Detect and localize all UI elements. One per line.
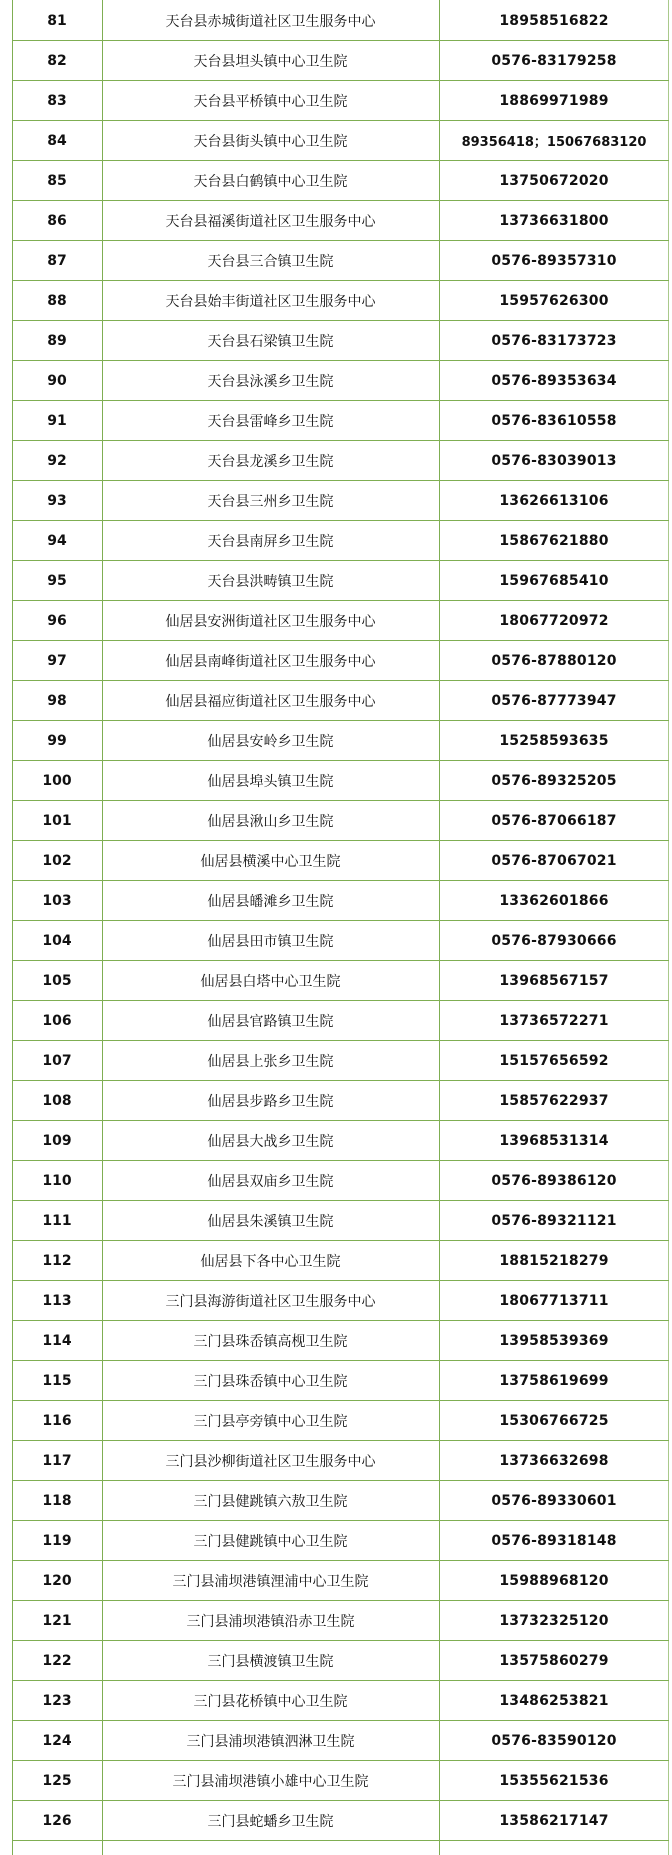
row-number: 91 [12, 401, 102, 441]
table-row [12, 481, 669, 521]
spreadsheet-table [12, 0, 669, 1855]
institution-name: 仙居县横溪中心卫生院 [102, 841, 439, 881]
phone-number: 13750672020 [439, 161, 669, 201]
table-row [12, 801, 669, 841]
table-row [12, 1001, 669, 1041]
row-number: 94 [12, 521, 102, 561]
table-row [12, 881, 669, 921]
table-row [12, 1201, 669, 1241]
phone-number: 15957626300 [439, 281, 669, 321]
table-row [12, 281, 669, 321]
table-row [12, 201, 669, 241]
phone-number: 13958539369 [439, 1321, 669, 1361]
table-row [12, 1361, 669, 1401]
institution-name: 三门县珠岙镇中心卫生院 [102, 1361, 439, 1401]
clinic-table [12, 1, 669, 1841]
table-row [12, 401, 669, 441]
table-row [12, 601, 669, 641]
row-number: 108 [12, 1081, 102, 1121]
table-row [12, 361, 669, 401]
institution-name: 三门县亭旁镇中心卫生院 [102, 1401, 439, 1441]
table-row [12, 1081, 669, 1121]
row-number: 122 [12, 1641, 102, 1681]
table-row [12, 1281, 669, 1321]
institution-name: 天台县泳溪乡卫生院 [102, 361, 439, 401]
phone-number: 15258593635 [439, 721, 669, 761]
institution-name: 天台县三州乡卫生院 [102, 481, 439, 521]
phone-number: 15867621880 [439, 521, 669, 561]
table-row [12, 1161, 669, 1201]
table-row [12, 1481, 669, 1521]
row-number: 100 [12, 761, 102, 801]
row-number: 125 [12, 1761, 102, 1801]
phone-number: 0576-87066187 [439, 801, 669, 841]
row-number: 124 [12, 1721, 102, 1761]
row-number: 105 [12, 961, 102, 1001]
phone-number: 13968531314 [439, 1121, 669, 1161]
row-number: 116 [12, 1401, 102, 1441]
phone-number: 18958516822 [439, 1, 669, 41]
institution-name: 仙居县安洲街道社区卫生服务中心 [102, 601, 439, 641]
row-number: 117 [12, 1441, 102, 1481]
phone-number: 0576-87880120 [439, 641, 669, 681]
row-number: 113 [12, 1281, 102, 1321]
institution-name: 三门县沙柳街道社区卫生服务中心 [102, 1441, 439, 1481]
phone-number: 89356418；15067683120 [439, 121, 669, 161]
table-row [12, 1041, 669, 1081]
institution-name: 三门县珠岙镇高枧卫生院 [102, 1321, 439, 1361]
table-row [12, 1241, 669, 1281]
table-row [12, 521, 669, 561]
institution-name: 天台县坦头镇中心卫生院 [102, 41, 439, 81]
table-row [12, 1681, 669, 1721]
row-number: 84 [12, 121, 102, 161]
row-number: 119 [12, 1521, 102, 1561]
row-number: 107 [12, 1041, 102, 1081]
phone-number: 0576-89386120 [439, 1161, 669, 1201]
institution-name: 仙居县朱溪镇卫生院 [102, 1201, 439, 1241]
institution-name: 天台县白鹤镇中心卫生院 [102, 161, 439, 201]
phone-number: 0576-89357310 [439, 241, 669, 281]
row-number: 82 [12, 41, 102, 81]
row-number: 103 [12, 881, 102, 921]
row-number: 88 [12, 281, 102, 321]
institution-name: 天台县赤城街道社区卫生服务中心 [102, 1, 439, 41]
phone-number: 0576-89318148 [439, 1521, 669, 1561]
institution-name: 仙居县安岭乡卫生院 [102, 721, 439, 761]
row-number: 85 [12, 161, 102, 201]
institution-name: 天台县三合镇卫生院 [102, 241, 439, 281]
table-row [12, 561, 669, 601]
institution-name: 三门县浦坝港镇小雄中心卫生院 [102, 1761, 439, 1801]
table-row [12, 41, 669, 81]
table-row [12, 1561, 669, 1601]
table-row [12, 841, 669, 881]
institution-name: 仙居县南峰街道社区卫生服务中心 [102, 641, 439, 681]
table-row [12, 1601, 669, 1641]
phone-number: 13736632698 [439, 1441, 669, 1481]
institution-name: 三门县花桥镇中心卫生院 [102, 1681, 439, 1721]
institution-name: 天台县平桥镇中心卫生院 [102, 81, 439, 121]
table-row [12, 121, 669, 161]
row-number: 106 [12, 1001, 102, 1041]
row-number: 81 [12, 1, 102, 41]
row-number: 99 [12, 721, 102, 761]
phone-number: 0576-89353634 [439, 361, 669, 401]
phone-number: 0576-83590120 [439, 1721, 669, 1761]
table-row [12, 81, 669, 121]
phone-number: 13736572271 [439, 1001, 669, 1041]
row-number: 123 [12, 1681, 102, 1721]
phone-number: 0576-87930666 [439, 921, 669, 961]
row-number: 92 [12, 441, 102, 481]
phone-number: 18067713711 [439, 1281, 669, 1321]
phone-number: 0576-89325205 [439, 761, 669, 801]
table-row [12, 1121, 669, 1161]
row-number: 98 [12, 681, 102, 721]
institution-name: 仙居县官路镇卫生院 [102, 1001, 439, 1041]
institution-name: 三门县海游街道社区卫生服务中心 [102, 1281, 439, 1321]
phone-number: 15157656592 [439, 1041, 669, 1081]
row-number: 121 [12, 1601, 102, 1641]
row-number: 83 [12, 81, 102, 121]
row-number: 95 [12, 561, 102, 601]
table-row [12, 321, 669, 361]
phone-number: 0576-83039013 [439, 441, 669, 481]
phone-number: 15857622937 [439, 1081, 669, 1121]
row-number: 115 [12, 1361, 102, 1401]
institution-name: 仙居县埠头镇卫生院 [102, 761, 439, 801]
row-number: 112 [12, 1241, 102, 1281]
row-number: 118 [12, 1481, 102, 1521]
table-row [12, 1, 669, 41]
table-row [12, 1721, 669, 1761]
table-row [12, 921, 669, 961]
phone-number: 13758619699 [439, 1361, 669, 1401]
row-number: 126 [12, 1801, 102, 1841]
row-number: 110 [12, 1161, 102, 1201]
institution-name: 三门县浦坝港镇浬浦中心卫生院 [102, 1561, 439, 1601]
institution-name: 仙居县皤滩乡卫生院 [102, 881, 439, 921]
table-row [12, 1521, 669, 1561]
institution-name: 仙居县湫山乡卫生院 [102, 801, 439, 841]
institution-name: 天台县街头镇中心卫生院 [102, 121, 439, 161]
phone-number: 15306766725 [439, 1401, 669, 1441]
phone-number: 0576-89321121 [439, 1201, 669, 1241]
phone-number: 13736631800 [439, 201, 669, 241]
table-row [12, 721, 669, 761]
table-row [12, 441, 669, 481]
table-row [12, 1401, 669, 1441]
phone-number: 0576-89330601 [439, 1481, 669, 1521]
institution-name: 天台县福溪街道社区卫生服务中心 [102, 201, 439, 241]
phone-number: 15355621536 [439, 1761, 669, 1801]
phone-number: 13362601866 [439, 881, 669, 921]
institution-name: 天台县雷峰乡卫生院 [102, 401, 439, 441]
institution-name: 三门县浦坝港镇沿赤卫生院 [102, 1601, 439, 1641]
table-row [12, 1801, 669, 1841]
institution-name: 仙居县大战乡卫生院 [102, 1121, 439, 1161]
table-row [12, 681, 669, 721]
phone-number: 13486253821 [439, 1681, 669, 1721]
phone-number: 0576-83610558 [439, 401, 669, 441]
phone-number: 13586217147 [439, 1801, 669, 1841]
institution-name: 仙居县田市镇卫生院 [102, 921, 439, 961]
phone-number: 15967685410 [439, 561, 669, 601]
phone-number: 13968567157 [439, 961, 669, 1001]
table-row [12, 1321, 669, 1361]
institution-name: 仙居县步路乡卫生院 [102, 1081, 439, 1121]
phone-number: 13575860279 [439, 1641, 669, 1681]
phone-number: 18869971989 [439, 81, 669, 121]
row-number: 96 [12, 601, 102, 641]
institution-name: 天台县洪畴镇卫生院 [102, 561, 439, 601]
row-number: 89 [12, 321, 102, 361]
institution-name: 三门县健跳镇六敖卫生院 [102, 1481, 439, 1521]
table-row [12, 1761, 669, 1801]
row-number: 109 [12, 1121, 102, 1161]
table-row [12, 641, 669, 681]
table-row [12, 161, 669, 201]
row-number: 104 [12, 921, 102, 961]
institution-name: 仙居县福应街道社区卫生服务中心 [102, 681, 439, 721]
table-row [12, 961, 669, 1001]
phone-number: 15988968120 [439, 1561, 669, 1601]
row-number: 120 [12, 1561, 102, 1601]
institution-name: 天台县龙溪乡卫生院 [102, 441, 439, 481]
row-number: 86 [12, 201, 102, 241]
row-number: 87 [12, 241, 102, 281]
table-row [12, 761, 669, 801]
row-number: 97 [12, 641, 102, 681]
institution-name: 仙居县下各中心卫生院 [102, 1241, 439, 1281]
table-row [12, 1641, 669, 1681]
row-number: 111 [12, 1201, 102, 1241]
table-row [12, 241, 669, 281]
phone-number: 0576-83173723 [439, 321, 669, 361]
institution-name: 天台县始丰街道社区卫生服务中心 [102, 281, 439, 321]
phone-number: 0576-87067021 [439, 841, 669, 881]
row-number: 90 [12, 361, 102, 401]
row-number: 101 [12, 801, 102, 841]
institution-name: 天台县南屏乡卫生院 [102, 521, 439, 561]
institution-name: 仙居县双庙乡卫生院 [102, 1161, 439, 1201]
row-number: 114 [12, 1321, 102, 1361]
institution-name: 天台县石梁镇卫生院 [102, 321, 439, 361]
phone-number: 0576-87773947 [439, 681, 669, 721]
institution-name: 三门县横渡镇卫生院 [102, 1641, 439, 1681]
institution-name: 三门县浦坝港镇泗淋卫生院 [102, 1721, 439, 1761]
institution-name: 三门县蛇蟠乡卫生院 [102, 1801, 439, 1841]
phone-number: 13732325120 [439, 1601, 669, 1641]
institution-name: 仙居县上张乡卫生院 [102, 1041, 439, 1081]
phone-number: 18815218279 [439, 1241, 669, 1281]
phone-number: 0576-83179258 [439, 41, 669, 81]
row-number: 102 [12, 841, 102, 881]
table-row [12, 1441, 669, 1481]
institution-name: 仙居县白塔中心卫生院 [102, 961, 439, 1001]
phone-number: 18067720972 [439, 601, 669, 641]
row-number: 93 [12, 481, 102, 521]
phone-number: 13626613106 [439, 481, 669, 521]
institution-name: 三门县健跳镇中心卫生院 [102, 1521, 439, 1561]
